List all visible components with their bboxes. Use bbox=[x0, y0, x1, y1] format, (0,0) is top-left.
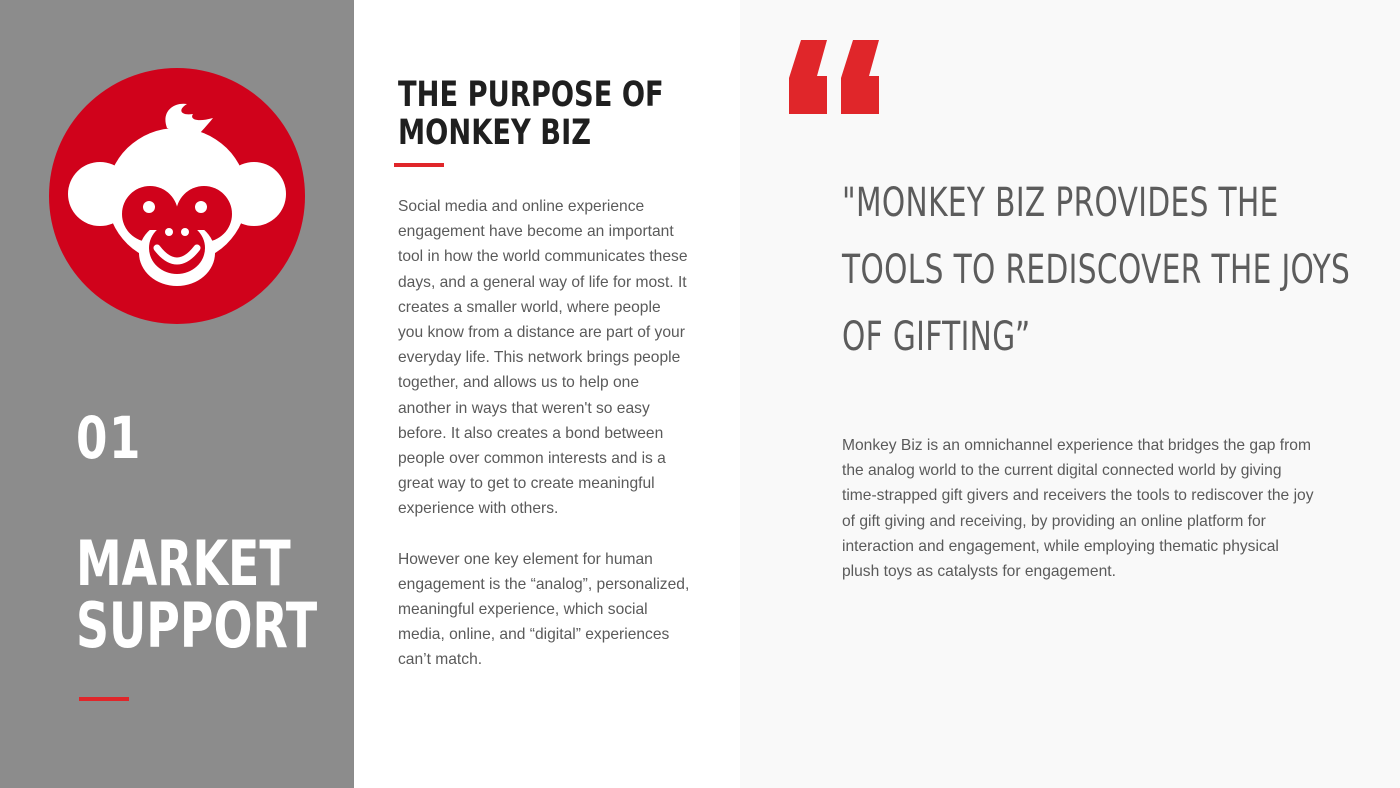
purpose-accent-bar bbox=[394, 163, 444, 167]
section-number: 01 bbox=[76, 404, 143, 472]
purpose-body bbox=[398, 194, 690, 698]
pull-quote-line2: TOOLS TO REDISCOVER THE JOYS bbox=[842, 247, 1351, 293]
section-title bbox=[76, 527, 318, 662]
pull-quote bbox=[842, 170, 1350, 371]
purpose-heading-line2: MONKEY BIZ bbox=[398, 113, 592, 153]
section-title-line1: MARKET bbox=[76, 527, 291, 600]
left-sidebar bbox=[0, 0, 354, 788]
purpose-heading-line1: THE PURPOSE OF bbox=[398, 75, 664, 115]
pull-quote-line3: OF GIFTING” bbox=[842, 314, 1031, 360]
quote-body: Monkey Biz is an omnichannel experience that bridges the gap from the analog world to the current digital connected world by giving time-strapped gift givers and receivers the tools to rediscover the joy of gift giving and receiving, by providing an online platform for interaction and engagement, while employing thematic physical plush toys as catalysts for engagement. bbox=[842, 437, 1314, 581]
section-title-line2: SUPPORT bbox=[76, 589, 318, 662]
open-quote-icon bbox=[789, 40, 879, 114]
purpose-column bbox=[354, 0, 740, 788]
purpose-paragraph-2: However one key element for human engagement is the “analog”, personalized, meaningful experience, which social media, online, and “digital” experiences can’t match. bbox=[398, 550, 690, 669]
purpose-paragraph-1: Social media and online experience engagement have become an important tool in how the world communicates these days, and a general way of life for most. It creates a smaller world, where people you know from a distance are part of your everyday life. This network brings people together, and allows us to help one another in ways that weren't so easy before. It also creates a bond between people over common interests and is a great way to get to create meaningful experience with others. bbox=[398, 198, 688, 518]
monkey-logo-icon bbox=[49, 68, 305, 324]
quote-column bbox=[740, 0, 1400, 788]
pull-quote-line1: "MONKEY BIZ PROVIDES THE bbox=[842, 180, 1279, 226]
purpose-heading bbox=[398, 76, 664, 152]
left-accent-bar bbox=[79, 697, 129, 701]
